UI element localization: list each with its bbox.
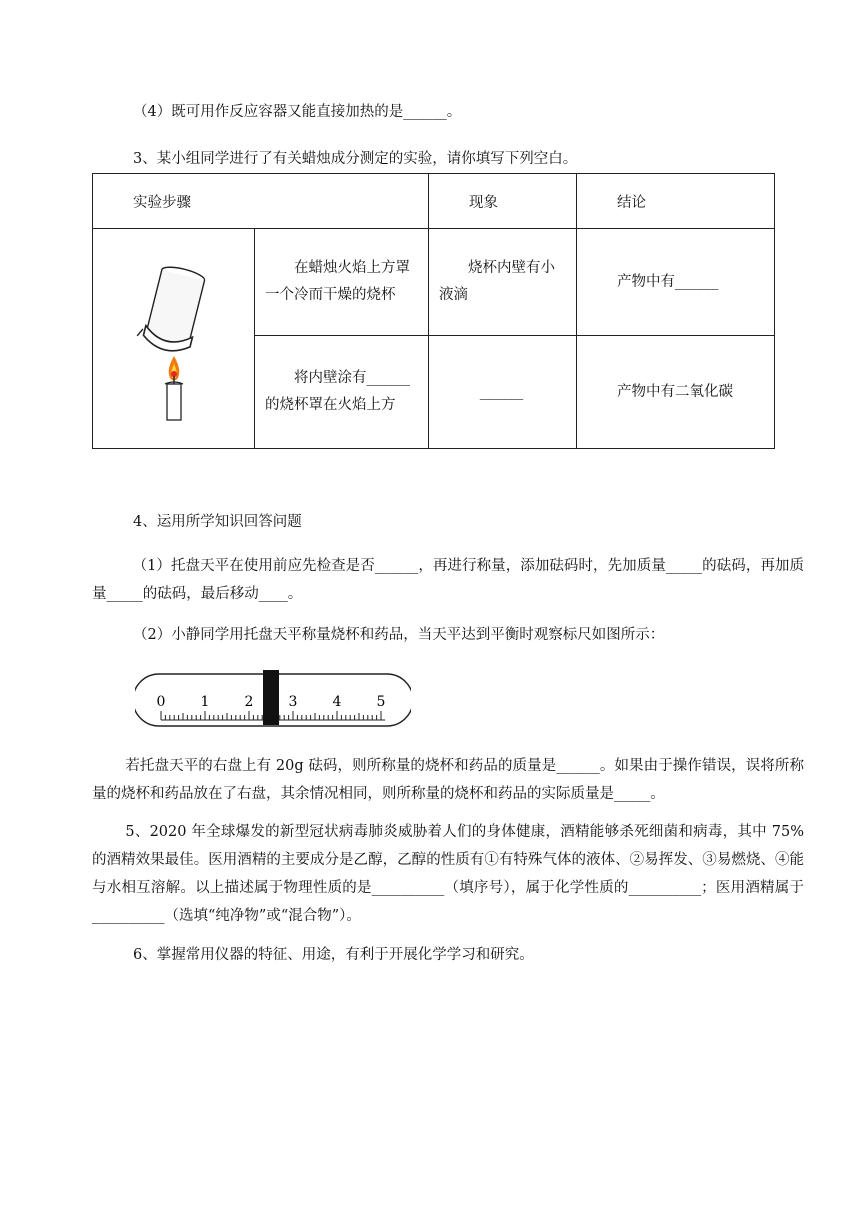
candle-beaker-illustration [119, 252, 229, 422]
question-6: 6、掌握常用仪器的特征、用途，有利于开展化学学习和研究。 [133, 947, 534, 963]
step-1-text: 在蜡烛火焰上方罩一个冷而干燥的烧杯 [265, 260, 410, 303]
experiment-table [92, 173, 775, 449]
candle-illustration-cell [93, 229, 255, 449]
question-4-item: （4）既可用作反应容器又能直接加热的是______。 [133, 104, 462, 120]
conclusion-1-text: 产物中有______ [617, 273, 719, 290]
rider-marker [263, 670, 279, 725]
phenomenon-1-text: 烧杯内壁有小液滴 [439, 260, 555, 303]
header-conclusion: 结论 [617, 194, 646, 211]
question-4-title: 4、运用所学知识回答问题 [133, 514, 302, 530]
balance-scale-ruler [135, 668, 411, 730]
header-steps: 实验步骤 [133, 194, 191, 211]
ruler-tick-label: 5 [376, 694, 386, 710]
table-header-row [93, 174, 775, 229]
question-4-after-text: 若托盘天平的右盘上有 20g 砝码，则所称量的烧杯和药品的质量是______。如果由于操作错误，误将所称量的烧杯和药品放在了右盘，其余情况相同，则所称量的烧杯和药品的实际质量是_____。 [92, 758, 804, 802]
table-row [93, 229, 775, 336]
header-phenomenon: 现象 [469, 194, 498, 211]
step-2-text: 将内壁涂有______的烧杯罩在火焰上方 [265, 370, 410, 413]
ruler-tick-label: 3 [288, 694, 298, 710]
ruler-tick-label: 0 [156, 694, 166, 710]
question-3-intro: 3、某小组同学进行了有关蜡烛成分测定的实验，请你填写下列空白。 [133, 151, 578, 167]
question-4-item-2: （2）小静同学用托盘天平称量烧杯和药品，当天平达到平衡时观察标尺如图所示： [133, 627, 665, 643]
ruler-tick-label: 4 [332, 694, 342, 710]
question-4-item-1: （1）托盘天平在使用前应先检查是否______，再进行称量，添加砝码时，先加质量_____的砝码，再加质量_____的砝码，最后移动____。 [92, 558, 804, 602]
conclusion-2-text: 产物中有二氧化碳 [617, 383, 733, 400]
phenomenon-2-text: ______ [479, 383, 524, 400]
question-5: 5、2020 年全球爆发的新型冠状病毒肺炎威胁着人们的身体健康，酒精能够杀死细菌和病毒，其中 75%的酒精效果最佳。医用酒精的主要成分是乙醇，乙醇的性质有①有特殊气体的液体、②易挥发、③易燃烧、④能与水相互溶解。以上描述属于物理性质的是__________（填序号），属于化学性质的__________；医用酒精属于__________（选填“纯净物”或“混合物”）。 [92, 824, 804, 924]
ruler-tick-label: 1 [200, 694, 210, 710]
ruler-tick-label: 2 [244, 694, 254, 710]
